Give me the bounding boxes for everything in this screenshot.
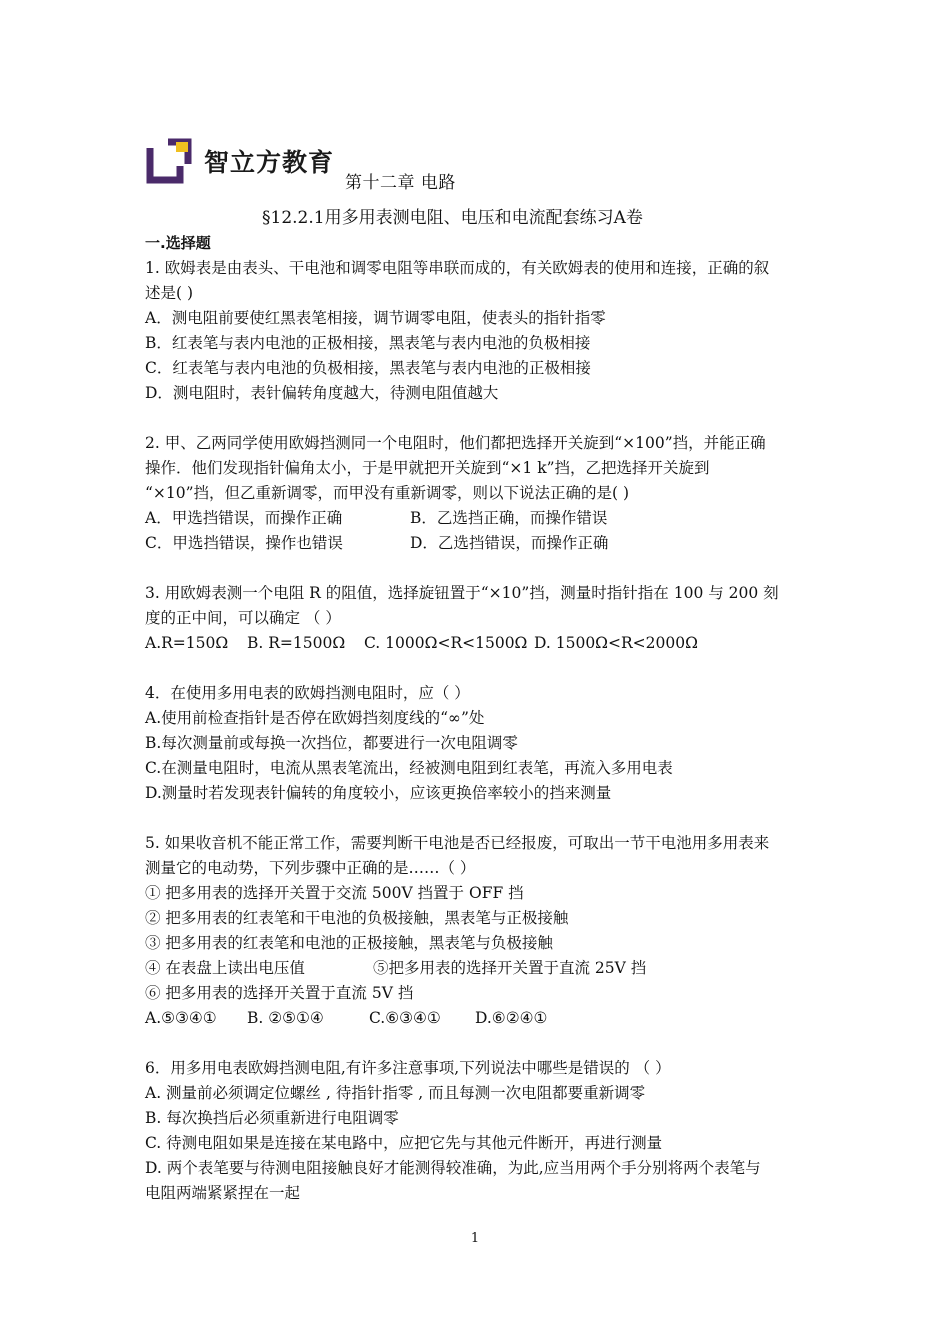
q1-option-d: D．测电阻时，表针偏转角度越大，待测电阻值越大 [145, 384, 499, 402]
q3-option-b: B. R=1500Ω [247, 634, 346, 652]
brand-logo [146, 138, 334, 184]
q2-stem-line1: 2. 甲、乙两同学使用欧姆挡测同一个电阻时，他们都把选择开关旋到“×100”挡，并能正确 [145, 434, 766, 452]
section-title: §12.2.1用多用表测电阻、电压和电流配套练习A卷 [262, 208, 643, 228]
logo-text: 智立方教育 [204, 148, 335, 177]
question-list [145, 231, 815, 1206]
q4-stem: 4．在使用多用电表的欧姆挡测电阻时，应（ ） [145, 684, 470, 702]
q5-option-b: B. ②⑤①④ [247, 1009, 324, 1027]
q1-option-a: A．测电阻前要使红黑表笔相接，调节调零电阻，使表头的指针指零 [145, 309, 606, 327]
chapter-title: 第十二章 电路 [345, 173, 456, 193]
q1-stem-line1: 1. 欧姆表是由表头、干电池和调零电阻等串联而成的，有关欧姆表的使用和连接，正确的叙 [145, 259, 770, 277]
q2-option-b: B．乙选挡正确，而操作错误 [410, 509, 608, 527]
q6-option-d-line2: 电阻两端紧紧捏在一起 [145, 1184, 301, 1202]
q5-step-3: ③ 把多用表的红表笔和电池的正极接触，黑表笔与负极接触 [145, 934, 553, 952]
q4-option-a: A.使用前检查指针是否停在欧姆挡刻度线的“∞”处 [145, 709, 485, 727]
q5-option-d: D.⑥②④① [475, 1009, 548, 1027]
q1-option-c: C．红表笔与表内电池的负极相接，黑表笔与表内电池的正极相接 [145, 359, 591, 377]
q6-option-d-line1: D. 两个表笔要与待测电阻接触良好才能测得较准确，为此,应当用两个手分别将两个表笔与 [145, 1159, 761, 1177]
q5-option-a: A.⑤③④① [145, 1009, 217, 1027]
q6-stem: 6．用多用电表欧姆挡测电阻,有许多注意事项,下列说法中哪些是错误的 （ ） [145, 1059, 671, 1077]
q2-option-d: D．乙选挡错误，而操作正确 [410, 534, 609, 552]
q3-option-a: A.R=150Ω [145, 634, 229, 652]
q1-option-b: B．红表笔与表内电池的正极相接，黑表笔与表内电池的负极相接 [145, 334, 591, 352]
q2-option-a: A．甲选挡错误，而操作正确 [145, 509, 343, 527]
q5-option-c: C.⑥③④① [369, 1009, 441, 1027]
q3-stem-line2: 度的正中间，可以确定 （ ） [145, 609, 341, 627]
page-number: 1 [470, 1231, 480, 1246]
q6-option-a: A. 测量前必须调定位螺丝 , 待指针指零 , 而且每测一次电阻都要重新调零 [145, 1084, 646, 1102]
q5-step-1: ① 把多用表的选择开关置于交流 500V 挡置于 OFF 挡 [145, 884, 524, 902]
q4-option-d: D.测量时若发现表针偏转的角度较小，应该更换倍率较小的挡来测量 [145, 784, 612, 802]
logo-mark-icon [146, 138, 192, 184]
q2-stem-line3: “×10”挡，但乙重新调零，而甲没有重新调零，则以下说法正确的是( ) [145, 484, 630, 502]
q1-stem-line2: 述是( ) [145, 284, 194, 302]
q3-stem-line1: 3. 用欧姆表测一个电阻 R 的阻值，选择旋钮置于“×10”挡，测量时指针指在 100 与 200 刻 [145, 584, 779, 602]
q3-option-d: D. 1500Ω<R<2000Ω [534, 634, 698, 652]
q4-option-c: C.在测量电阻时，电流从黑表笔流出，经被测电阻到红表笔，再流入多用电表 [145, 759, 673, 777]
q3-option-c: C. 1000Ω<R<1500Ω [364, 634, 528, 652]
q5-step-6: ⑥ 把多用表的选择开关置于直流 5V 挡 [145, 984, 414, 1002]
q5-stem-line1: 5. 如果收音机不能正常工作，需要判断干电池是否已经报废，可取出一节干电池用多用表来 [145, 834, 770, 852]
q5-step-2: ② 把多用表的红表笔和干电池的负极接触，黑表笔与正极接触 [145, 909, 569, 927]
section-heading: 一.选择题 [145, 234, 211, 252]
q5-step-4: ④ 在表盘上读出电压值 [145, 959, 305, 977]
q2-option-c: C．甲选挡错误，操作也错误 [145, 534, 343, 552]
q6-option-c: C. 待测电阻如果是连接在某电路中，应把它先与其他元件断开，再进行测量 [145, 1134, 663, 1152]
q6-option-b: B. 每次换挡后必须重新进行电阻调零 [145, 1109, 399, 1127]
q4-option-b: B.每次测量前或每换一次挡位，都要进行一次电阻调零 [145, 734, 518, 752]
q5-step-5: ⑤把多用表的选择开关置于直流 25V 挡 [373, 959, 647, 977]
q5-stem-line2: 测量它的电动势，下列步骤中正确的是……（ ） [145, 859, 476, 877]
q2-stem-line2: 操作．他们发现指针偏角太小，于是甲就把开关旋到“×1 k”挡，乙把选择开关旋到 [145, 459, 710, 477]
